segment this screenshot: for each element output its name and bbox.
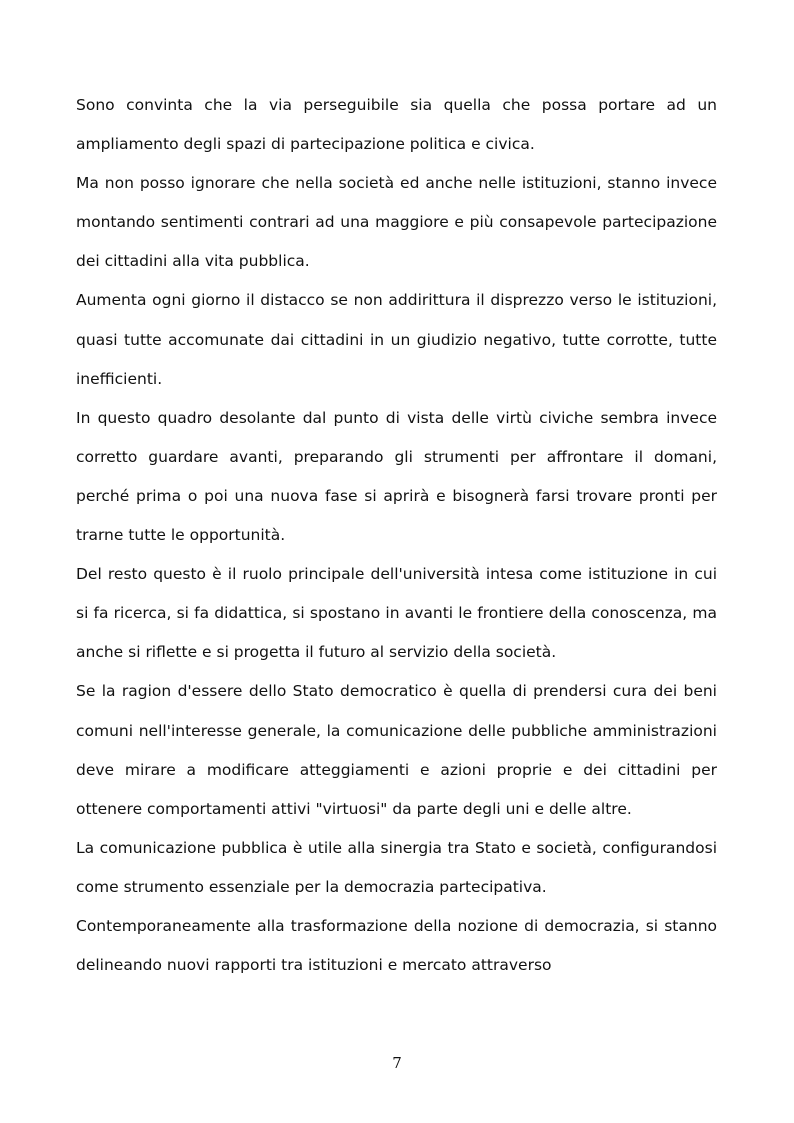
paragraph-1: Sono convinta che la via perseguibile sia quella che possa portare ad un ampliamento degli spazi di partecipazione politica e civica.	[76, 96, 717, 154]
paragraph-4: In questo quadro desolante dal punto di vista delle virtù civiche sembra invece corretto guardare avanti, preparando gli strumenti per affrontare il domani, perché prima o poi una nuova fase si aprirà e bisognerà farsi trovare pronti per trarne tutte le opportunità.	[76, 408, 717, 545]
page-number: 7	[392, 1054, 402, 1072]
paragraph-3: Aumenta ogni giorno il distacco se non addirittura il disprezzo verso le istituzioni, quasi tutte accomunate dai cittadini in un giudizio negativo, tutte corrotte, tutte inefficienti.	[76, 291, 717, 388]
body-text	[76, 86, 717, 985]
paragraph-5: Del resto questo è il ruolo principale dell'università intesa come istituzione in cui si fa ricerca, si fa didattica, si spostano in avanti le frontiere della conoscenza, ma anche si riflette e si progetta il futuro al servizio della società.	[76, 565, 717, 662]
paragraph-7: La comunicazione pubblica è utile alla sinergia tra Stato e società, configurandosi come strumento essenziale per la democrazia partecipativa.	[76, 838, 717, 896]
paragraph-8: Contemporaneamente alla trasformazione della nozione di democrazia, si stanno delineando nuovi rapporti tra istituzioni e mercato attraverso	[76, 916, 717, 975]
paragraph-2: Ma non posso ignorare che nella società ed anche nelle istituzioni, stanno invece montando sentimenti contrari ad una maggiore e più consapevole partecipazione dei cittadini alla vita pubblica.	[76, 174, 717, 271]
paragraph-6: Se la ragion d'essere dello Stato democratico è quella di prendersi cura dei beni comuni nell'interesse generale, la comunicazione delle pubbliche amministrazioni deve mirare a modificare atteggiamenti e azioni proprie e dei cittadini per ottenere comportamenti attivi "virtuosi" da parte degli uni e delle altre.	[76, 682, 717, 818]
